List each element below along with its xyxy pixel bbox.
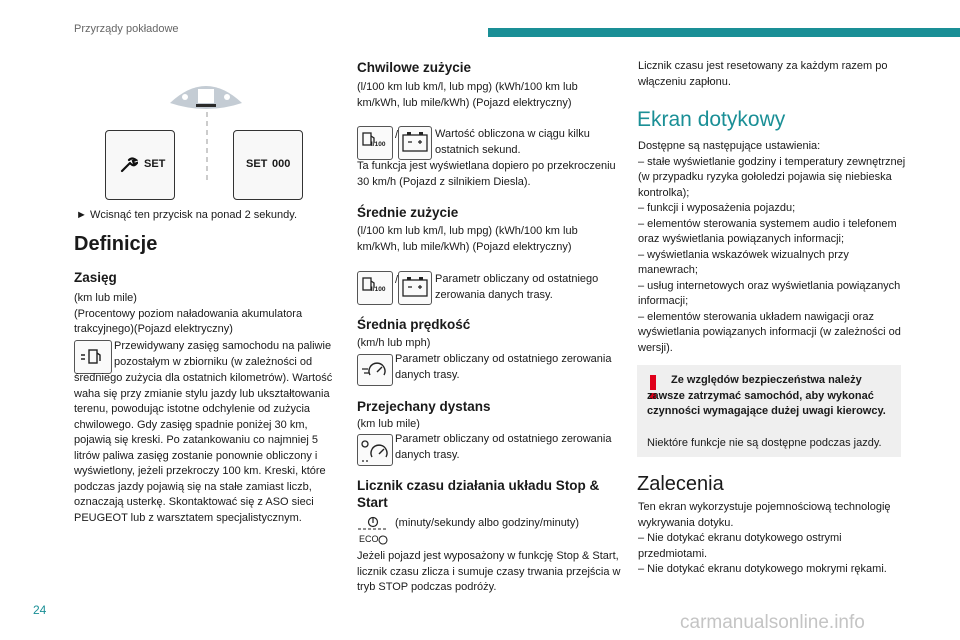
trip-distance-icon	[358, 435, 392, 465]
average-speed-heading: Średnia prędkość	[357, 317, 471, 332]
touchscreen-heading: Ekran dotykowy	[637, 108, 786, 131]
slash: /	[395, 129, 399, 141]
ev-consumption-icon	[398, 126, 432, 160]
average-consumption-heading: Średnie zużycie	[357, 205, 459, 220]
distance-heading: Przejechany dystans	[357, 399, 491, 414]
watermark: carmanualsonline.info	[680, 612, 865, 633]
distance-icon-text: Parametr obliczany od ostatniego zerowania danych trasy.	[395, 433, 612, 461]
header-accent-bar	[488, 28, 960, 37]
stop-start-heading: Licznik czasu działania układu Stop & Start	[357, 478, 600, 510]
instant-units: (l/100 km lub km/l, lub mpg) (kWh/100 km lub km/kWh, lub mile/kWh) (Pojazd elektryczny)	[357, 81, 578, 109]
recommendations-text: Ten ekran wykorzystuje pojemnościową technologię wykrywania dotyku.	[638, 501, 891, 529]
instant-consumption-heading: Chwilowe zużycie	[357, 60, 472, 75]
battery-icon	[399, 127, 431, 159]
page-number: 24	[33, 603, 47, 617]
touchscreen-item: – wyświetlania wskazówek wizualnych przy manewrach;	[638, 248, 849, 276]
page-header-title: Przyrządy pokładowe	[74, 23, 179, 35]
recommendations-heading: Zalecenia	[637, 473, 724, 495]
range-icon	[74, 340, 112, 374]
instant-icon-text: Wartość obliczona w ciągu kilku ostatnich sekund.	[435, 128, 590, 156]
speed-icon	[357, 354, 393, 386]
stop-start-units: (minuty/sekundy albo godziny/minuty)	[395, 517, 580, 529]
warning-text: Niektóre funkcje nie są dostępne podczas jazdy.	[647, 437, 882, 449]
eco-label: ECO	[359, 534, 379, 544]
zeros-label: 000	[272, 158, 291, 170]
stop-start-icon	[357, 515, 389, 549]
range-units: (km lub mile)	[74, 292, 137, 304]
reset-text: Licznik czasu jest resetowany za każdym razem po włączeniu zapłonu.	[638, 60, 888, 88]
touchscreen-intro: Dostępne są następujące ustawienia:	[638, 140, 821, 152]
instrument-cluster-icon	[160, 75, 252, 113]
definitions-heading: Definicje	[74, 233, 158, 255]
touchscreen-item: – funkcji i wyposażenia pojazdu;	[638, 202, 796, 214]
touchscreen-item: – usług internetowych oraz wyświetlania powiązanych informacji;	[638, 279, 901, 307]
recommendation-item: – Nie dotykać ekranu dotykowego ostrymi przedmiotami.	[638, 532, 842, 560]
average-units: (l/100 km lub km/l, lub mpg) (kWh/100 km lub km/kWh, lub mile/kWh) (Pojazd elektryczny)	[357, 225, 578, 253]
fuel-pump-icon	[75, 341, 111, 373]
safety-warning-box	[637, 365, 901, 457]
range-heading: Zasięg	[74, 270, 117, 285]
battery-icon	[399, 272, 431, 304]
avg-ev-consumption-icon	[398, 271, 432, 305]
distance-units: (km lub mile)	[357, 418, 420, 430]
set-label: SET	[144, 158, 166, 170]
set-label: SET	[246, 158, 268, 170]
dashed-connector	[197, 112, 217, 190]
range-units-ev: (Procentowy poziom naładowania akumulatora trakcyjnego)(Pojazd elektryczny)	[74, 307, 303, 335]
touchscreen-item: – elementów sterowania systemem audio i telefonem oraz wyświetlania powiązanych informacji;	[638, 217, 897, 245]
touchscreen-item: – elementów sterowania układem nawigacji oraz wyświetlania powiązanych informacji (w zależności od wersji).	[638, 310, 901, 354]
speed-icon-text: Parametr obliczany od ostatniego zerowania danych trasy.	[395, 353, 612, 381]
warning-bold-text: Ze względów bezpieczeństwa należy zawsze zatrzymać samochód, aby wykonać czynności wymagające dużej uwagi kierowcy.	[647, 374, 886, 417]
touchscreen-item: – stałe wyświetlanie godziny i temperatury zewnętrznej (w przypadku ryzyka gołoledzi pojawia się niebieska kontrolka);	[638, 155, 906, 199]
l100-label: l/100	[371, 141, 386, 148]
distance-icon	[357, 434, 393, 466]
average-icon-text: Parametr obliczany od ostatniego zerowania danych trasy.	[435, 273, 599, 301]
range-icon-text: Przewidywany zasięg samochodu na paliwie pozostałym w zbiorniku (w zależności od	[114, 340, 332, 368]
stop-start-text: Jeżeli pojazd jest wyposażony w funkcję Stop & Start, licznik czasu zlicza i sumuje czasy trwania przejścia w tryb STOP podczas podróży.	[357, 550, 621, 593]
set-reset-button[interactable]	[233, 130, 303, 200]
slash: /	[395, 274, 399, 286]
speedometer-icon	[358, 355, 392, 385]
avg-consumption-icon	[357, 271, 393, 305]
speed-units: (km/h lub mph)	[357, 337, 431, 349]
set-wrench-button[interactable]	[105, 130, 175, 200]
recommendation-item: – Nie dotykać ekranu dotykowego mokrymi rękami.	[638, 563, 887, 575]
range-description: średniego zużycia dla ostatnich kilometrów). Wartość waha się przy zmianie stylu jazdy lub ukształtowania terenu, powodując istotne odchylenie od zużycia chwilowego. Gdy zasięg spadnie poniżej 30 km, pojawią się kreski. Po zatankowaniu co najmniej 5 litrów paliwa zasięg zostanie ponownie obliczony i wyświetlony, jeżeli przekroczy 100 km. Kreski, które podczas jazdy pojawią się na stałe zamiast liczb, oznaczają usterkę. Skontaktować się z ASO sieci PEUGEOT lub z warsztatem specjalistycznym.	[74, 372, 333, 524]
consumption-icon	[357, 126, 393, 160]
instant-note: Ta funkcja jest wyświetlana dopiero po przekroczeniu 30 km/h (Pojazd z silnikiem Diesla).	[357, 160, 616, 188]
l100-label: l/100	[371, 286, 386, 293]
wrench-icon	[120, 157, 138, 173]
instruction-text: ► Wcisnąć ten przycisk na ponad 2 sekundy.	[76, 209, 298, 221]
